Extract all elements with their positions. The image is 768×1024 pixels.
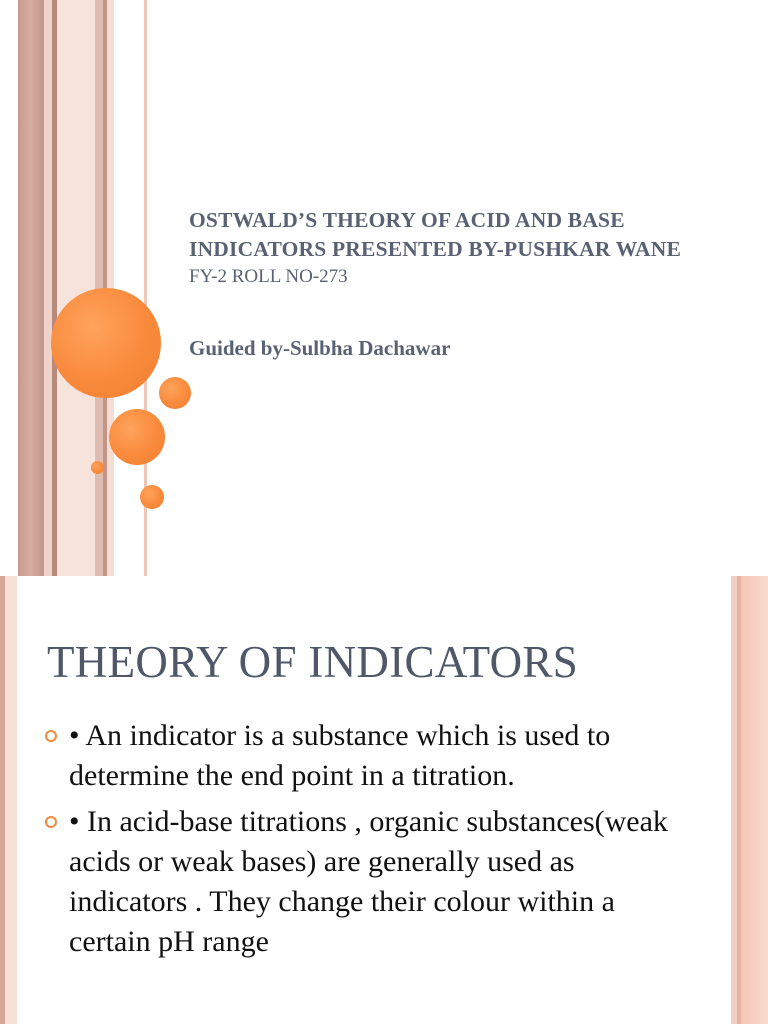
orange-circle-decoration [159, 377, 191, 409]
orange-circle-decoration [91, 461, 104, 474]
orange-circle-decoration [140, 485, 164, 509]
orange-circle-decoration [109, 409, 165, 465]
decorative-stripe [57, 0, 95, 576]
orange-circle-decoration [51, 288, 161, 398]
slide-subtitle: FY-2 ROLL NO-273 [189, 266, 348, 287]
decorative-stripe [44, 0, 52, 576]
guide-credit: Guided by-Sulbha Dachawar [189, 336, 451, 360]
content-slide [0, 576, 768, 1024]
hollow-circle-bullet-icon [45, 816, 57, 828]
bullet-text: • An indicator is a substance which is used to determine the end point in a titration. [69, 719, 611, 792]
hollow-circle-bullet-icon [45, 730, 57, 742]
list-item [45, 716, 685, 796]
bullet-list [45, 716, 685, 968]
decorative-stripe [18, 0, 44, 576]
list-item [45, 802, 685, 962]
decorative-stripe [741, 576, 768, 1024]
slide-heading: THEORY OF INDICATORS [47, 637, 579, 687]
slide-title: OSTWALD’S THEORY OF ACID AND BASE INDICATORS PRESENTED BY-PUSHKAR WANE [189, 208, 682, 261]
title-block [189, 206, 689, 290]
decorative-stripe [5, 576, 17, 1024]
bullet-text: • In acid-base titrations , organic substances(weak acids or weak bases) are generally used as indicators . They change their colour within a certain pH range [69, 805, 668, 958]
